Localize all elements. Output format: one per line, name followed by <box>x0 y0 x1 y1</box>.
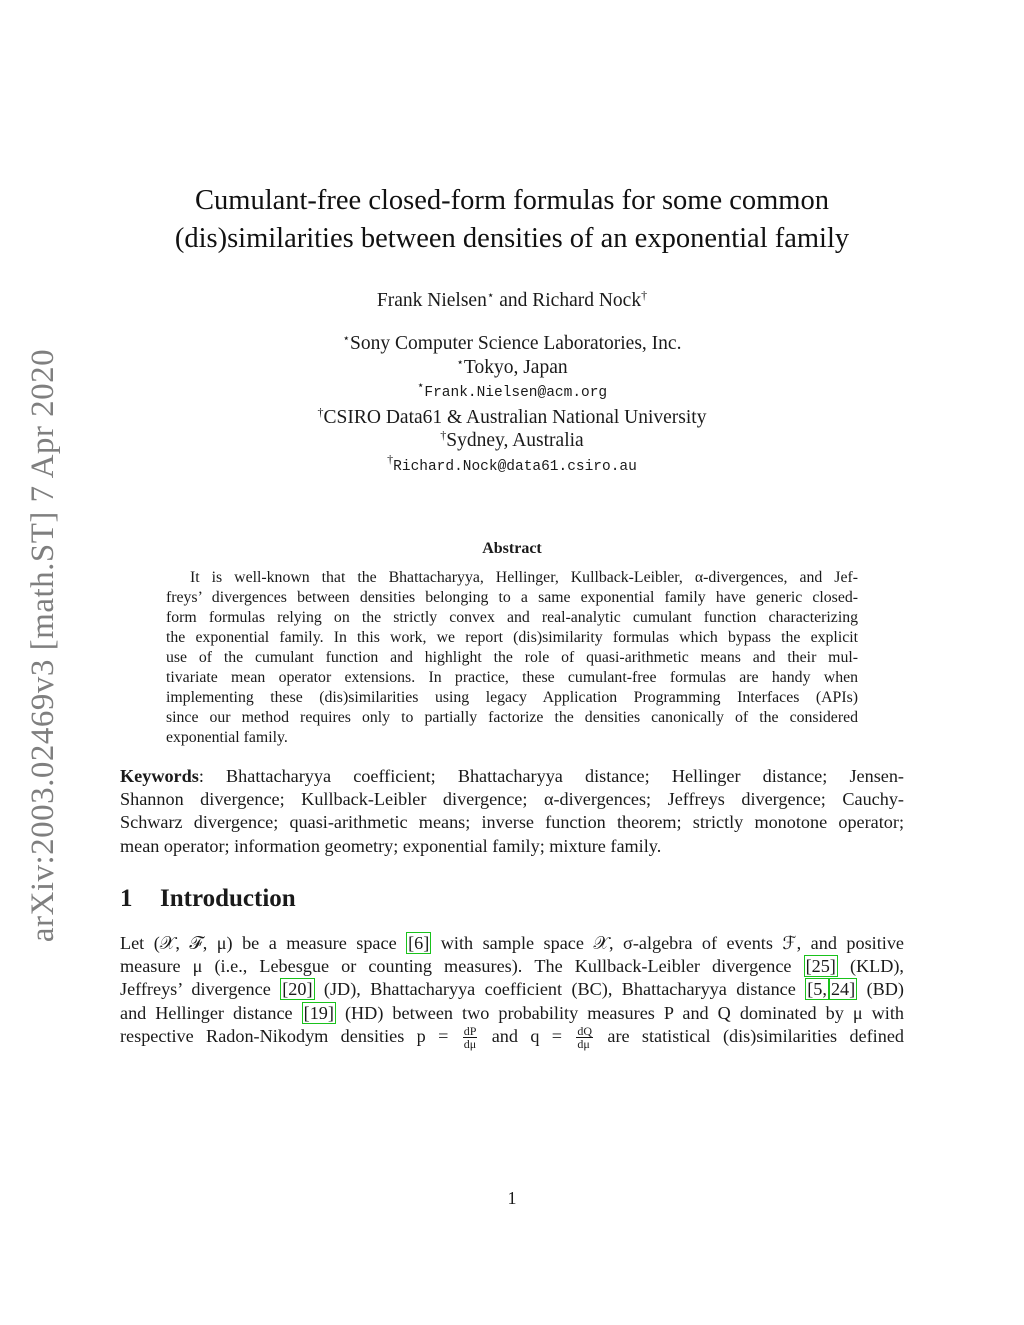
affiliation-line <box>120 332 904 356</box>
abstract-heading: Abstract <box>482 540 542 557</box>
keywords-line <box>120 765 904 788</box>
title-line-1: Cumulant-free closed-form formulas for some common <box>195 185 829 216</box>
affiliations <box>120 332 904 479</box>
author-mark: ⋆ <box>486 288 495 302</box>
keywords-line: Schwarz divergence; quasi-arithmetic means; inverse function theorem; strictly monotone operator; <box>120 812 904 833</box>
keywords-text: : Bhattacharyya coefficient; Bhattacharyya distance; Hellinger distance; Jensen- <box>198 766 904 786</box>
affiliation-line <box>120 453 904 480</box>
intro-text: are statistical (dis)similarities defined <box>595 1025 904 1046</box>
fraction-numerator: dQ <box>577 1024 593 1039</box>
intro-line <box>120 932 904 955</box>
intro-text: and Hellinger distance <box>120 1002 302 1023</box>
citation-link[interactable]: [25] <box>805 956 836 977</box>
fraction-numerator: dP <box>463 1024 477 1039</box>
abstract-line: use of the cumulant function and highlight the role of quasi-arithmetic means and their mul- <box>166 649 858 666</box>
affiliation-mark: ⋆ <box>342 331 351 345</box>
title-line-2: (dis)similarities between densities of an exponential family <box>174 223 850 254</box>
intro-text: Jeffreys’ divergence <box>120 979 281 1000</box>
abstract-line: It is well-known that the Bhattacharyya, Hellinger, Kullback-Leibler, α-divergences, and Jef- <box>190 569 858 586</box>
arxiv-identifier: arXiv:2003.02469v3 [math.ST] 7 Apr 2020 <box>25 348 62 942</box>
author-list <box>120 290 904 312</box>
fraction-dq-dmu <box>576 1025 593 1050</box>
intro-line <box>120 955 904 978</box>
abstract-line: the exponential family. In this work, we report (dis)similarity formulas which bypass the explicit <box>166 629 858 646</box>
citation-link[interactable]: [19] <box>303 1002 334 1023</box>
intro-text: (BD) <box>857 979 904 1000</box>
affiliation-mark: † <box>440 428 447 442</box>
abstract-line: tivariate mean operator extensions. In practice, these cumulant-free formulas are handy when <box>166 669 858 686</box>
affiliation-line <box>120 379 904 406</box>
intro-line <box>120 978 904 1001</box>
affiliation-text: CSIRO Data61 & Australian National University <box>323 406 707 428</box>
citation-link[interactable]: 24] <box>830 979 856 1000</box>
intro-text: (HD) between two probability measures P and Q dominated by μ with <box>335 1002 904 1023</box>
affiliation-line <box>120 356 904 380</box>
author-mark: † <box>641 288 648 302</box>
intro-line <box>120 1002 904 1025</box>
intro-paragraph <box>120 932 904 1050</box>
author-email[interactable]: Frank.Nielsen@acm.org <box>424 385 608 401</box>
intro-text: measure μ (i.e., Lebesgue or counting measures). The Kullback-Leibler divergence <box>120 956 804 977</box>
section-heading <box>120 885 296 913</box>
abstract-body <box>166 568 858 748</box>
abstract-line: form formulas relying on the strictly convex and real-analytic cumulant function characterizing <box>166 609 858 626</box>
fraction-dp-dmu <box>463 1025 478 1050</box>
intro-text: (JD), Bhattacharyya coefficient (BC), Bhattacharyya distance <box>314 979 806 1000</box>
affiliation-mark: † <box>387 451 394 466</box>
intro-text: (KLD), <box>837 956 904 977</box>
affiliation-mark: ⋆ <box>416 378 425 392</box>
abstract-line: freys’ divergences between densities belonging to a same exponential family have generic closed- <box>166 589 858 606</box>
abstract-line: exponential family. <box>166 729 288 746</box>
intro-text: and q = <box>479 1025 575 1046</box>
keywords-block <box>120 765 904 858</box>
affiliation-text: Sydney, Australia <box>446 430 584 451</box>
page-number: 1 <box>507 1188 517 1208</box>
intro-text: Let (𝒳, ℱ, μ) be a measure space <box>120 933 407 953</box>
citation-link[interactable]: [20] <box>282 979 313 1000</box>
affiliation-line <box>120 406 904 430</box>
author-name: Frank Nielsen <box>376 290 487 311</box>
citation-link[interactable]: [6] <box>408 933 430 953</box>
author-name: Richard Nock <box>532 290 642 311</box>
intro-text: with sample space 𝒳, σ-algebra of events ℱ, and positive <box>431 933 904 953</box>
intro-text: respective Radon-Nikodym densities p = <box>120 1025 461 1046</box>
author-connector: and <box>499 290 528 311</box>
affiliation-mark: ⋆ <box>456 354 464 369</box>
affiliation-line <box>120 429 904 453</box>
section-title: Introduction <box>160 885 296 912</box>
affiliation-mark: † <box>317 404 324 419</box>
abstract-line: implementing these (dis)similarities using legacy Application Programming Interfaces (APIs) <box>166 689 858 706</box>
fraction-denominator: dμ <box>463 1037 477 1052</box>
citation-link[interactable]: [5, <box>807 979 827 1000</box>
paper-title <box>120 182 904 258</box>
affiliation-text: Tokyo, Japan <box>463 356 568 378</box>
author-email[interactable]: Richard.Nock@data61.csiro.au <box>393 458 637 475</box>
arxiv-stamp <box>20 345 68 945</box>
abstract-line: since our method requires only to partially factorize the densities canonically of the considered <box>166 709 858 726</box>
fraction-denominator: dμ <box>577 1037 590 1052</box>
keywords-line: mean operator; information geometry; exponential family; mixture family. <box>120 835 662 856</box>
intro-line <box>120 1025 904 1050</box>
keywords-line: Shannon divergence; Kullback-Leibler divergence; α-divergences; Jeffreys divergence; Cauchy- <box>120 789 904 810</box>
keywords-label: Keywords <box>120 766 199 786</box>
section-number: 1 <box>120 885 133 912</box>
affiliation-text: Sony Computer Science Laboratories, Inc. <box>350 333 682 354</box>
